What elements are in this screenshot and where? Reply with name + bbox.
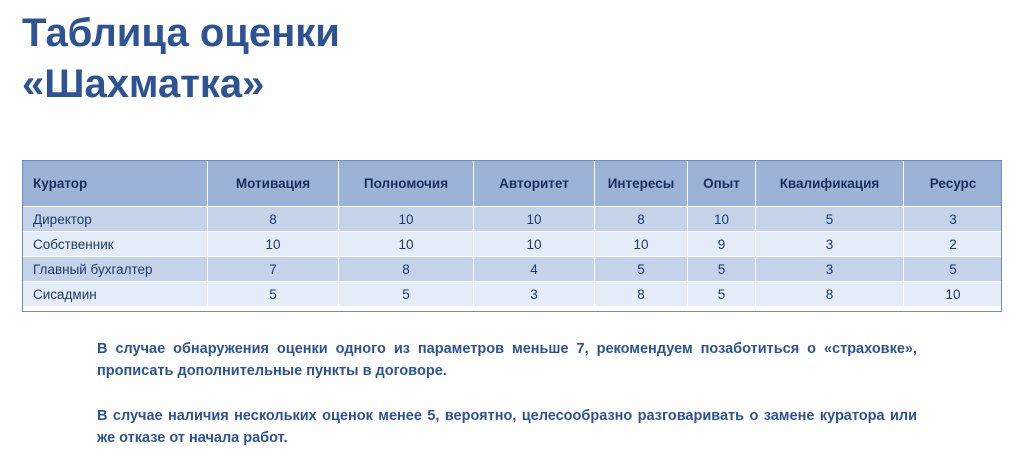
cell-value: 10 [904, 282, 1003, 307]
cell-value: 10 [474, 207, 595, 232]
cell-value: 10 [595, 232, 688, 257]
table-row [23, 257, 1003, 282]
row-label: Директор [23, 207, 208, 232]
cell-value: 8 [595, 282, 688, 307]
column-header-motivation: Мотивация [208, 161, 339, 207]
cell-value: 7 [208, 257, 339, 282]
table-row [23, 207, 1003, 232]
cell-value: 9 [688, 232, 756, 257]
cell-value: 8 [595, 207, 688, 232]
cell-value: 10 [474, 232, 595, 257]
table-body [23, 207, 1003, 307]
note-paragraph: В случае наличия нескольких оценок менее 5, вероятно, целесообразно разговаривать о замене куратора или же отказе от начала работ. [97, 407, 917, 447]
table-row [23, 282, 1003, 307]
cell-value: 3 [904, 207, 1003, 232]
grade-table [22, 160, 1003, 307]
cell-value: 3 [756, 257, 904, 282]
cell-value: 5 [756, 207, 904, 232]
table-row [23, 232, 1003, 257]
column-header-resource: Ресурс [904, 161, 1003, 207]
column-header-authority-powers: Полномочия [339, 161, 474, 207]
cell-value: 5 [688, 282, 756, 307]
cell-value: 5 [904, 257, 1003, 282]
row-label: Главный бухгалтер [23, 257, 208, 282]
cell-value: 8 [339, 257, 474, 282]
grade-table-container [22, 160, 1002, 307]
cell-value: 10 [208, 232, 339, 257]
row-label: Сисадмин [23, 282, 208, 307]
column-header-qualification: Квалификация [756, 161, 904, 207]
cell-value: 5 [688, 257, 756, 282]
page-title: Таблица оценки «Шахматка» [22, 11, 340, 107]
cell-value: 3 [474, 282, 595, 307]
cell-value: 4 [474, 257, 595, 282]
column-header-experience: Опыт [688, 161, 756, 207]
row-label: Собственник [23, 232, 208, 257]
cell-value: 10 [339, 207, 474, 232]
cell-value: 5 [339, 282, 474, 307]
notes-section [97, 338, 917, 450]
column-header-authority: Авторитет [474, 161, 595, 207]
cell-value: 5 [595, 257, 688, 282]
cell-value: 2 [904, 232, 1003, 257]
column-header-curator: Куратор [23, 161, 208, 207]
table-header-row [23, 161, 1003, 207]
note-paragraph: В случае обнаружения оценки одного из параметров меньше 7, рекомендуем позаботиться о «страховке», прописать дополнительные пункты в договоре. [97, 341, 917, 380]
cell-value: 10 [339, 232, 474, 257]
cell-value: 5 [208, 282, 339, 307]
cell-value: 3 [756, 232, 904, 257]
cell-value: 8 [756, 282, 904, 307]
cell-value: 10 [688, 207, 756, 232]
cell-value: 8 [208, 207, 339, 232]
column-header-interests: Интересы [595, 161, 688, 207]
table-header [23, 161, 1003, 207]
